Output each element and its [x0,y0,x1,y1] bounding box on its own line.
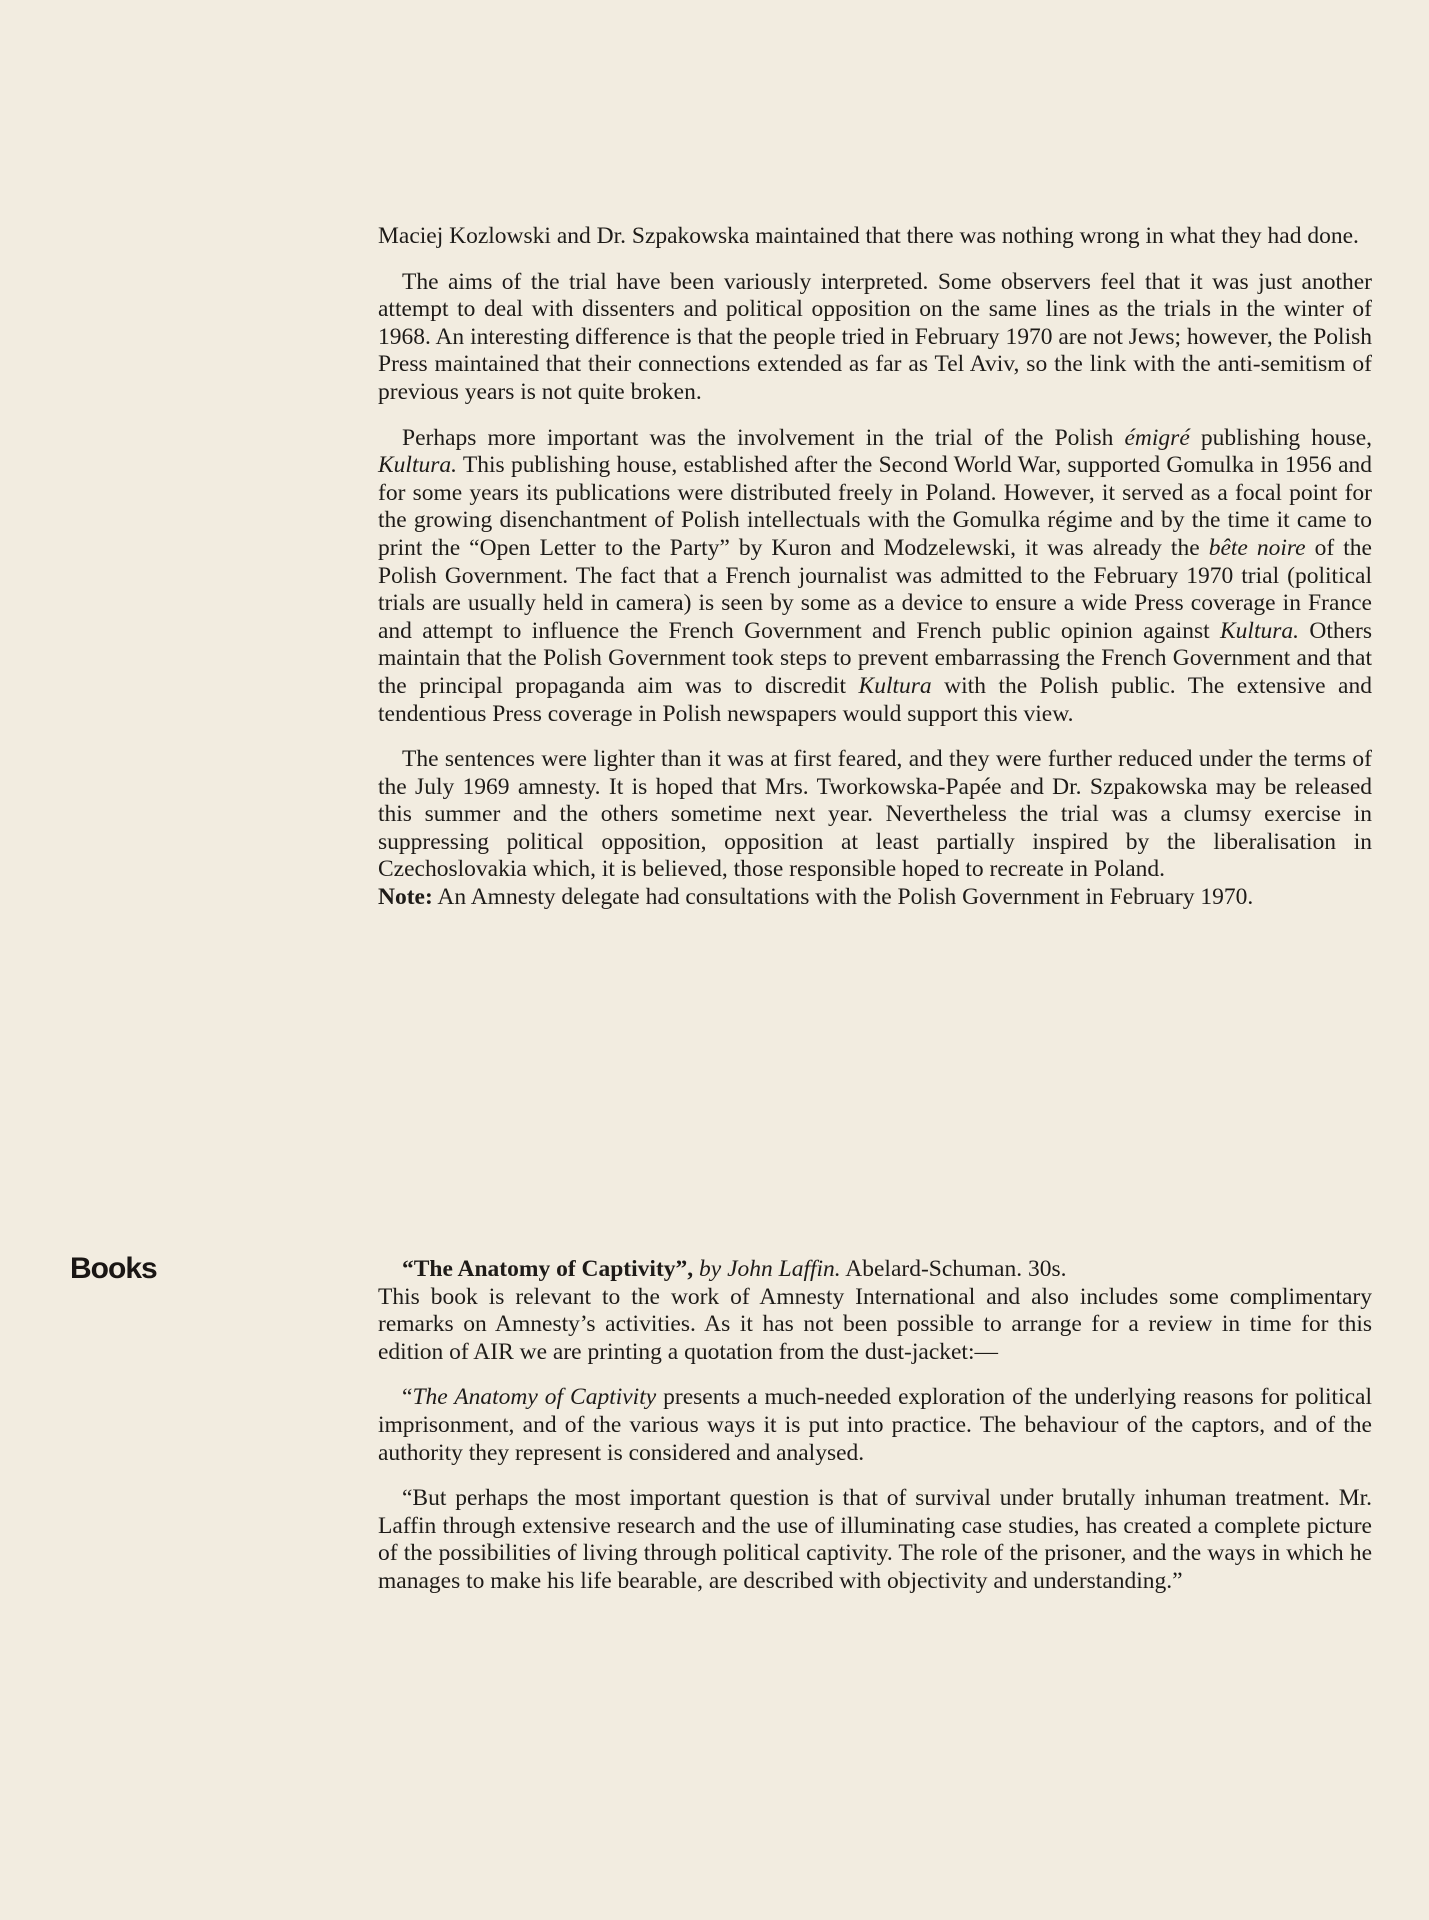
book-entry [378,1256,1372,1366]
italic-bete-noire: bête noire [1208,534,1306,561]
paragraph-3 [378,425,1372,729]
text-run: of the Polish Government. The fact that a French journalist was admitted to the February 1970 trial (political trials are usually held in camera) is seen by some as a device to ensure a wide Press coverage in France and attempt to influence the French Government and French public opinion against [378,534,1372,644]
text-run: Others maintain that the Polish Government took steps to prevent embarrassing the French Government and that the principal propaganda aim was to discredit [378,617,1372,699]
italic-kultura: Kultura [858,672,932,699]
article-section [378,223,1372,930]
text-run: This publishing house, established after the Second World War, supported Gomulka in 1956 and for some years its publications were distributed freely in Poland. However, it served as a focal point for the growing disenchantment of Polish intellectuals with the Gomulka régime and by the time it came to print the “Open Letter to the Party” by Kuron and Modzelewski, it was already the [378,452,1372,561]
italic-kultura: Kultura. [1219,617,1299,644]
note-paragraph [378,884,1372,912]
book-title: “The Anatomy of Captivity”, [402,1256,694,1282]
book-publisher: Abelard-Schuman. 30s. [840,1256,1067,1282]
italic-emigre: émigré [1124,424,1190,451]
paragraph-2: The aims of the trial have been variously interpreted. Some observers feel that it was just another attempt to deal with dissenters and political opposition on the same lines as the trials in the winter of 1968. An interesting difference is that the people tried in February 1970 are not Jews; however, the Polish Press maintained that their connections extended as far as Tel Aviv, so the link with the anti-semitism of previous years is not quite broken. [378,268,1372,405]
note-text: An Amnesty delegate had consultations with the Polish Government in February 1970. [432,884,1254,911]
italic-kultura: Kultura. [378,452,458,479]
text-run: Perhaps more important was the involvement in the trial of the Polish [402,424,1125,451]
books-heading: Books [70,1252,157,1285]
quotation-2: “But perhaps the most important question is that of survival under brutally inhuman treatment. Mr. Laffin through extensive research and the use of illuminating case studies, has created a complete picture of the possibilities of living through political captivity. The role of the prisoner, and the ways in which he manages to make his life bearable, are described with objectivity and understanding.” [378,1485,1372,1594]
books-section [378,1256,1372,1614]
paragraph-1: Maciej Kozlowski and Dr. Szpakowska maintained that there was nothing wrong in what they had done. [378,223,1359,249]
paragraph-4: The sentences were lighter than it was at first feared, and they were further reduced under the terms of the July 1969 amnesty. It is hoped that Mrs. Tworkowska-Papée and Dr. Szpakowska may be released this summer and the others sometime next year. Nevertheless the trial was a clumsy exercise in suppressing political opposition, opposition at least partially inspired by the liberalisation in Czechoslovakia which, it is believed, those responsible hoped to recreate in Poland. [378,746,1372,883]
note-label: Note: [378,884,433,911]
text-run: with the Polish public. The extensive and tendentious Press coverage in Polish newspapers would support this view. [378,672,1372,727]
text-run: presents a much-needed exploration of the underlying reasons for political imprisonment, and of the various ways it is put into practice. The behaviour of the captors, and of the authority they represent is considered and analysed. [378,1384,1372,1466]
book-author: by John Laffin. [693,1256,841,1282]
text-run: publishing house, [1189,424,1373,451]
quotation-1 [378,1384,1372,1467]
italic-book-title: The Anatomy of Captivity [412,1384,657,1411]
quote-mark: “ [402,1384,413,1411]
book-intro: This book is relevant to the work of Amnesty International and also includes some complimentary remarks on Amnesty’s activities. As it has not been possible to arrange for a review in time for this edition of AIR we are printing a quotation from the dust-jacket:— [378,1283,1372,1365]
